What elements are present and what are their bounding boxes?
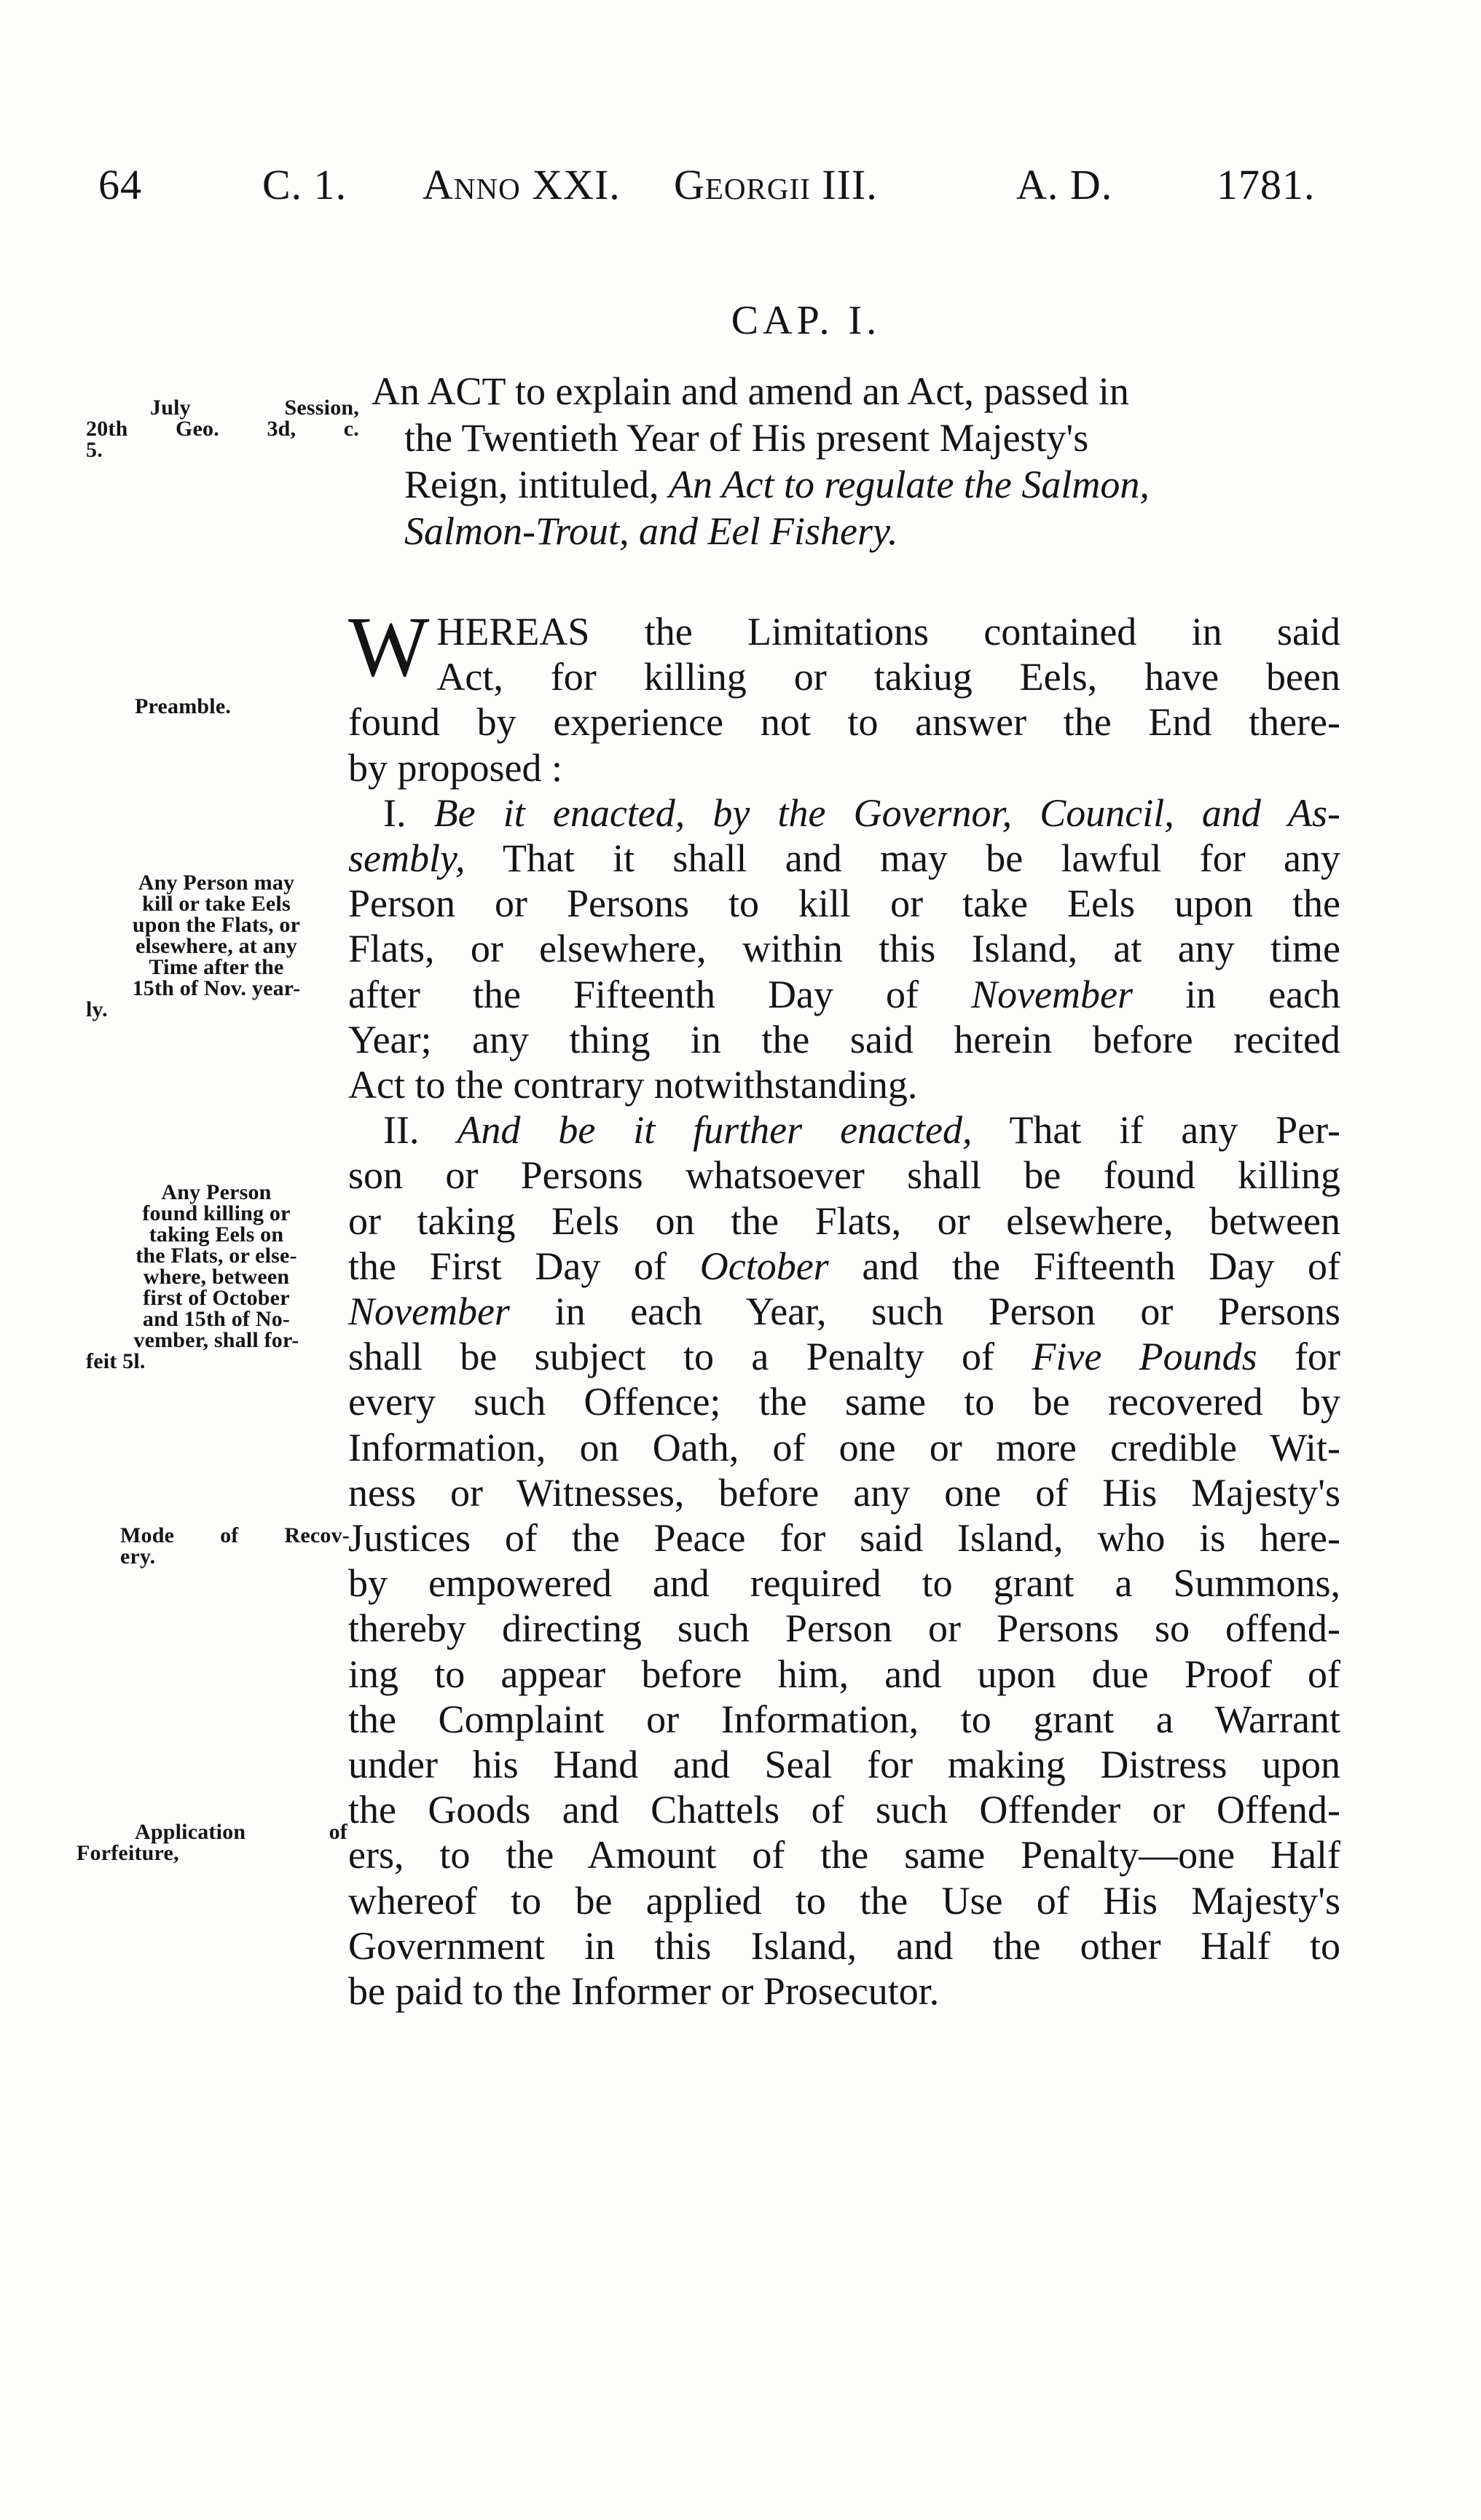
body-line: Person or Persons to kill or take Eels upon the bbox=[348, 882, 1340, 926]
body-text: in each bbox=[1185, 972, 1341, 1016]
margin-note-line: upon the Flats, or bbox=[132, 913, 301, 937]
body-line: by proposed : bbox=[348, 745, 562, 790]
margin-note-line: ery. bbox=[120, 1544, 156, 1569]
body-text: That if any Per- bbox=[1009, 1108, 1341, 1153]
body-line bbox=[348, 972, 1340, 1017]
body-line: under his Hand and Seal for making Distress upon bbox=[348, 1743, 1340, 1787]
act-title-line bbox=[372, 461, 1340, 508]
body-line: be paid to the Informer or Prosecutor. bbox=[348, 1969, 940, 2014]
body-line bbox=[348, 1244, 1340, 1289]
body-text: shall be subject to a Penalty of bbox=[348, 1335, 995, 1379]
body-text: in each Year, such Person or Persons bbox=[554, 1290, 1340, 1334]
body-line: Government in this Island, and the other Half to bbox=[348, 1923, 1340, 1968]
body-text: for bbox=[1295, 1335, 1341, 1379]
margin-note-preamble bbox=[135, 696, 295, 717]
margin-note-line: ly. bbox=[86, 997, 108, 1021]
margin-note-line: taking Eels on bbox=[149, 1222, 284, 1247]
body-line: the Goods and Chattels of such Offender or Offend- bbox=[348, 1788, 1340, 1832]
preamble-paragraph bbox=[348, 599, 1340, 790]
body-text: after the Fifteenth Day of bbox=[348, 972, 919, 1016]
body-line: by empowered and required to grant a Summons, bbox=[348, 1561, 1340, 1606]
act-title-line: the Twentieth Year of His present Majesty's bbox=[404, 416, 1089, 460]
body-line: ing to appear before him, and upon due Proof of bbox=[348, 1652, 1340, 1696]
king-label: Georgii III. bbox=[674, 161, 878, 208]
margin-note-line: where, between bbox=[143, 1265, 290, 1289]
margin-note-application bbox=[76, 1821, 347, 1864]
body-line bbox=[348, 836, 1340, 881]
body-text: the First Day of bbox=[348, 1244, 667, 1288]
enacting-clause: Be it enacted, by the Governor, Council, and As- bbox=[433, 790, 1341, 835]
page-number: 64 bbox=[98, 161, 142, 208]
act-body bbox=[348, 599, 1341, 2014]
cap-title: CAP. I. bbox=[731, 298, 881, 343]
act-title-line bbox=[372, 508, 1340, 554]
margin-note-line: 5. bbox=[86, 438, 103, 462]
body-line: son or Persons whatsoever shall be found killing bbox=[348, 1153, 1340, 1198]
margin-note-line: feit 5l. bbox=[86, 1349, 146, 1373]
margin-note-line: kill or take Eels bbox=[142, 892, 291, 916]
margin-note-mode-of-recovery bbox=[120, 1525, 350, 1567]
body-line: ness or Witnesses, before any one of His Majesty's bbox=[348, 1470, 1340, 1515]
margin-note-line: elsewhere, at any bbox=[135, 934, 297, 958]
ad-label: A. D. bbox=[1016, 161, 1113, 208]
margin-note-line: 15th of Nov. year- bbox=[132, 976, 301, 1000]
body-line: thereby directing such Person or Persons so offend- bbox=[348, 1606, 1340, 1651]
enacting-clause-cont: sembly, bbox=[348, 836, 465, 881]
body-line bbox=[348, 790, 1340, 836]
margin-note-line: Mode of Recov- bbox=[120, 1523, 350, 1547]
act-title bbox=[372, 368, 1340, 554]
margin-note-line: 20th Geo. 3d, c. bbox=[86, 417, 359, 441]
drop-cap: W bbox=[348, 599, 430, 694]
section-number: II. bbox=[383, 1108, 420, 1153]
margin-note-line: the Flats, or else- bbox=[135, 1244, 297, 1268]
body-text: That it shall and may be lawful for any bbox=[502, 836, 1341, 881]
act-title-line: An ACT to explain and amend an Act, passed in bbox=[372, 369, 1129, 413]
margin-note-line: Time after the bbox=[149, 955, 284, 979]
penalty-amount: Five Pounds bbox=[1032, 1335, 1257, 1379]
body-line: the Complaint or Information, to grant a Warrant bbox=[348, 1697, 1340, 1741]
margin-note-line: July Session, bbox=[150, 396, 359, 420]
margin-note-line: Forfeiture, bbox=[76, 1841, 179, 1865]
section-1 bbox=[348, 790, 1340, 1107]
year-label: 1781. bbox=[1217, 161, 1316, 208]
margin-note-line: and 15th of No- bbox=[142, 1307, 291, 1331]
anno-label: Anno XXI. bbox=[423, 161, 621, 208]
body-text: and the Fifteenth Day of bbox=[862, 1244, 1341, 1288]
running-header bbox=[98, 160, 1337, 211]
body-line: Act, for killing or takiug Eels, have been bbox=[436, 655, 1340, 699]
body-line: Justices of the Peace for said Island, who is here- bbox=[348, 1516, 1340, 1561]
act-short-title: An Act to regulate the Salmon, bbox=[668, 463, 1150, 506]
body-line: HEREAS the Limitations contained in said bbox=[436, 610, 1340, 653]
margin-note-line: vember, shall for- bbox=[133, 1328, 299, 1352]
margin-note-any-person-may bbox=[86, 872, 347, 1020]
margin-note-line: Application of bbox=[135, 1820, 347, 1844]
body-line: Year; any thing in the said herein before recited bbox=[348, 1017, 1340, 1061]
body-line bbox=[348, 1107, 1340, 1153]
month-name: November bbox=[971, 972, 1133, 1016]
margin-note-line: found killing or bbox=[142, 1201, 291, 1225]
body-line bbox=[348, 1289, 1340, 1334]
body-line: found by experience not to answer the End there- bbox=[348, 700, 1340, 745]
enacting-clause: And be it further enacted, bbox=[457, 1108, 973, 1153]
margin-note-line: Preamble. bbox=[135, 694, 232, 718]
body-line: Information, on Oath, of one or more credible Wit- bbox=[348, 1425, 1340, 1469]
chapter-number: C. 1. bbox=[262, 161, 347, 208]
body-line: every such Offence; the same to be recovered by bbox=[348, 1380, 1340, 1424]
act-short-title-cont: Salmon-Trout, and Eel Fishery. bbox=[404, 509, 898, 553]
month-name: October bbox=[699, 1244, 829, 1288]
section-2 bbox=[348, 1107, 1340, 2014]
body-line: or taking Eels on the Flats, or elsewhere, between bbox=[348, 1198, 1340, 1243]
margin-note-line: first of October bbox=[143, 1286, 290, 1310]
margin-note-line: Any Person bbox=[161, 1180, 272, 1204]
section-number: I. bbox=[383, 790, 406, 835]
body-line: Flats, or elsewhere, within this Island, at any time bbox=[348, 927, 1340, 971]
month-name: November bbox=[348, 1290, 510, 1334]
margin-note-july-session bbox=[86, 397, 359, 460]
margin-note-any-person-found bbox=[86, 1182, 347, 1372]
body-line bbox=[348, 1334, 1340, 1379]
margin-note-line: Any Person may bbox=[138, 871, 295, 895]
body-line: whereof to be applied to the Use of His Majesty's bbox=[348, 1878, 1340, 1923]
body-line: ers, to the Amount of the same Penalty—one Half bbox=[348, 1833, 1340, 1877]
act-title-text: Reign, intituled, bbox=[404, 463, 659, 506]
body-line: Act to the contrary notwithstanding. bbox=[348, 1063, 918, 1107]
